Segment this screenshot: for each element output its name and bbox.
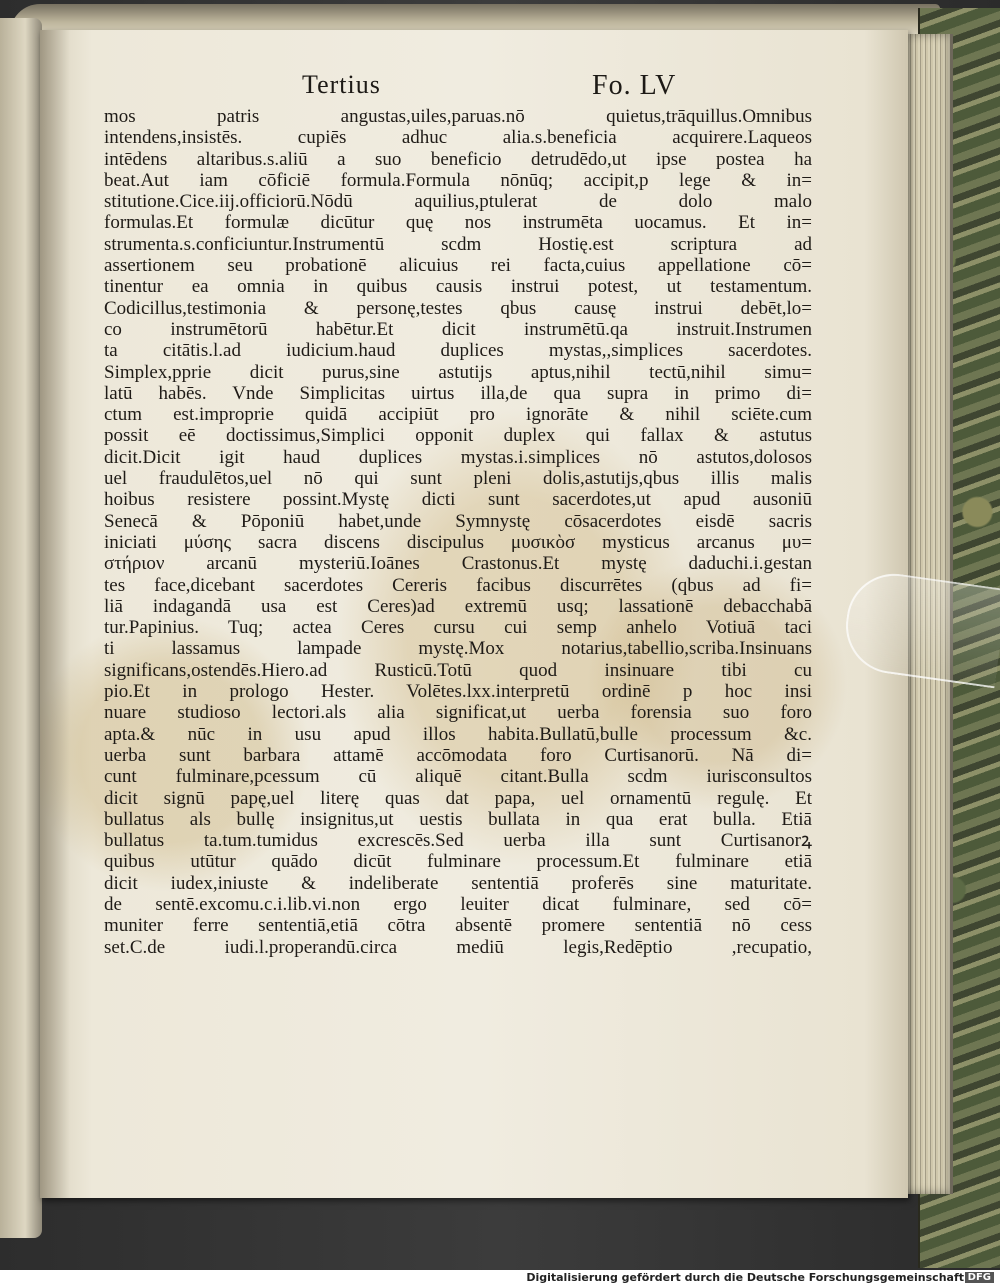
text-line: latū habēs. Vnde Simplicitas uirtus illa,de qua supra in primo di= [104,382,812,404]
text-line: significans,ostendēs.Hiero.ad Rusticū.Totū quod insinuare tibi cu [104,659,812,681]
text-line: quibus utūtur quādo dicūt fulminare processum.Et fulminare etiā [104,851,812,873]
left-page-edge [0,18,42,1238]
text-line: assertionem seu probationē alicuius rei facta,cuius appellatione cō= [104,255,812,277]
dfg-logo: DFG [965,1272,994,1283]
text-line: de sentē.excomu.c.i.lib.vi.non ergo leuiter dicat fulminare, sed cō= [104,893,812,915]
text-line: dicit.Dicit igit haud duplices mystas.i.simplices nō astutos,dolosos [104,446,812,468]
text-line: bullatus als bullę insignitus,ut uestis bullata in qua erat bulla. Etiā [104,808,812,830]
folio-number: Fo. LV [592,70,677,101]
text-line: liā indagandā usa est Ceres)ad extremū usq; lassationē debacchabā [104,595,812,617]
text-line: stitutione.Cice.iij.officiorū.Nōdū aquilius,ptulerat de dolo malo [104,191,812,213]
running-head-title: Tertius [302,70,381,99]
text-line: set.C.de iudi.l.properandū.circa mediū legis,Redēptio ,recupatio, [104,936,812,958]
text-line: beat.Aut iam cōficiē formula.Formula nōnūq; accipit,p lege & in= [104,169,812,191]
text-line: Senecā & Pōponiū habet,unde Symnystę cōsacerdotes eisdē sacris [104,510,812,532]
text-line: Codicillus,testimonia & personę,testes qbus causę instrui debēt,lo= [104,297,812,319]
running-head [40,70,908,102]
text-line: uerba sunt barbara attamē accōmodata foro Curtisanorū. Nā di= [104,744,812,766]
text-line: dicit iudex,iniuste & indeliberate sententiā proferēs sine maturitate. [104,872,812,894]
text-line: uel fraudulētos,uel nō qui sunt pleni dolis,astutijs,qbus illis malis [104,468,812,490]
text-line: tes face,dicebant sacerdotes Cereris facibus discurrētes (qbus ad fi= [104,574,812,596]
text-line: iniciati μύσης sacra discens discipulus μυσικὸσ mysticus arcanus μυ= [104,531,812,553]
text-line: apta.& nūc in usu apud illos habita.Bullatū,bulle processum &c. [104,723,812,745]
text-line: tinentur ea omnia in quibus causis instrui potest, ut testamentum. [104,276,812,298]
text-line: cunt fulminare,pcessum cū aliquē citant.Bulla scdm iurisconsultos [104,766,812,788]
funding-notice: Digitalisierung gefördert durch die Deutsche Forschungsgemeinschaft [526,1271,964,1284]
text-line: στήριον arcanū mysteriū.Ioānes Crastonus.Et mystę daduchi.i.gestan [104,553,812,575]
book-page [40,30,908,1198]
text-line: strumenta.s.conficiuntur.Instrumentū scdm Hostię.est scriptura ad [104,233,812,255]
text-line: pio.Et in prologo Hester. Volētes.lxx.interpretū ordinē p hoc insi [104,681,812,703]
text-line: muniter ferre sententiā,etiā cōtra absentē promere sententiā nō cess [104,915,812,937]
gutter-shadow [40,30,70,1198]
text-line: Simplex,pprie dicit purus,sine astutijs aptus,nihil tectū,nihil simu= [104,361,812,383]
text-line: ti lassamus lampade mystę.Mox notarius,tabellio,scriba.Insinuans [104,638,812,660]
text-line: bullatus ta.tum.tumidus excrescēs.Sed uerba illa sunt Curtisanorꝝ [104,830,812,852]
text-line: mos patris angustas,uiles,paruas.nō quietus,trāquillus.Omnibus [104,106,812,127]
text-line: hoibus resistere possint.Mystę dicti sunt sacerdotes,ut apud ausoniū [104,489,812,511]
text-line: dicit signū papę,uel literę quas dat papa, uel ornamentū regulę. Et [104,787,812,809]
footer-bar [0,1270,1000,1288]
text-line: ta citātis.l.ad iudicium.haud duplices mystas,,simplices sacerdotes. [104,340,812,362]
text-line: intēdens altaribus.s.aliū a suo beneficio detrudēdo,ut ipse postea ha [104,148,812,170]
text-line: ctum est.improprie quidā accipiūt pro ignorāte & nihil sciēte.cum [104,404,812,426]
text-line: co instrumētorū habētur.Et dicit instrumētū.qa instruit.Instrumen [104,318,812,340]
text-line: tur.Papinius. Tuq; actea Ceres cursu cui semp anhelo Votiuā taci [104,617,812,639]
text-line: intendens,insistēs. cupiēs adhuc alia.s.beneficia acquirere.Laqueos [104,127,812,149]
body-text [104,106,812,958]
text-line: possit eē doctissimus,Simplici opponit duplex qui fallax & astutus [104,425,812,447]
text-line: nuare studioso lectori.als alia significat,ut uerba forensia suo foro [104,702,812,724]
text-line: formulas.Et formulæ dicūtur quę nos instrumēta uocamus. Et in= [104,212,812,234]
